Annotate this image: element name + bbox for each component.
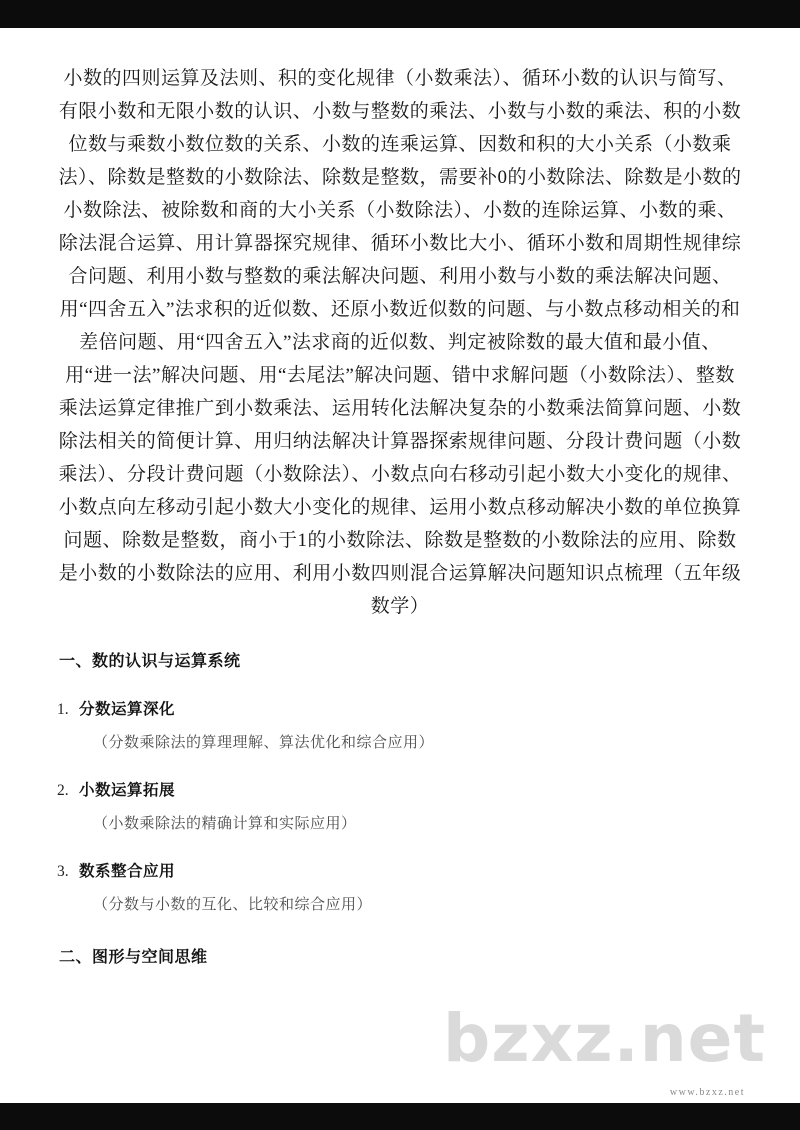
section-heading-1: 一、数的认识与运算系统 (59, 653, 241, 670)
list-item-1-title: 分数运算深化 (79, 701, 176, 718)
list-item-2-number: 2. (57, 782, 69, 799)
footer-url: www.bzxz.net (669, 1087, 745, 1098)
top-black-bar (0, 0, 800, 28)
list-item-3-title-row (57, 859, 743, 881)
list-item-1-desc: （分数乘除法的算理理解、算法优化和综合应用） (93, 735, 435, 751)
list-item-2-desc: （小数乘除法的精确计算和实际应用） (93, 816, 357, 832)
list-item-1-number: 1. (57, 701, 69, 718)
list-item-2-title: 小数运算拓展 (79, 782, 176, 799)
list-item-3 (57, 859, 743, 914)
list-item-2-title-row (57, 778, 743, 800)
intro-paragraph: 小数的四则运算及法则、积的变化规律（小数乘法）、循环小数的认识与简写、有限小数和无限小数的认识、小数与整数的乘法、小数与小数的乘法、积的小数位数与乘数小数位数的关系、小数的连乘运算、因数和积的大小关系（小数乘法）、除数是整数的小数除法、除数是整数，需要补0的小数除法、除数是小数的小数除法、被除数和商的大小关系（小数除法）、小数的连除运算、小数的乘、除法混合运算、用计算器探究规律、循环小数比大小、循环小数和周期性规律综合问题、利用小数与整数的乘法解决问题、利用小数与小数的乘法解决问题、用“四舍五入”法求积的近似数、还原小数近似数的问题、与小数点移动相关的和差倍问题、用“四舍五入”法求商的近似数、判定被除数的最大值和最小值、用“进一法”解决问题、用“去尾法”解决问题、错中求解问题（小数除法）、整数乘法运算定律推广到小数乘法、运用转化法解决复杂的小数乘法简算问题、小数除法相关的简便计算、用归纳法解决计算器探索规律问题、分段计费问题（小数乘法）、分段计费问题（小数除法）、小数点向右移动引起小数大小变化的规律、小数点向左移动引起小数大小变化的规律、运用小数点移动解决小数的单位换算问题、除数是整数，商小于1的小数除法、除数是整数的小数除法的应用、除数是小数的小数除法的应用、利用小数四则混合运算解决问题知识点梳理（五年级数学） (58, 68, 742, 617)
document-content (0, 28, 800, 967)
list-item-3-title: 数系整合应用 (79, 863, 176, 880)
list-item-1 (57, 697, 743, 752)
list-item-2 (57, 778, 743, 833)
list-item-1-title-row (57, 697, 743, 719)
section-heading-2: 二、图形与空间思维 (59, 949, 208, 966)
watermark-text: bzxz.net (442, 1000, 766, 1077)
list-item-3-desc: （分数与小数的互化、比较和综合应用） (93, 897, 373, 913)
list-item-3-number: 3. (57, 863, 69, 880)
bottom-black-bar (0, 1103, 800, 1130)
